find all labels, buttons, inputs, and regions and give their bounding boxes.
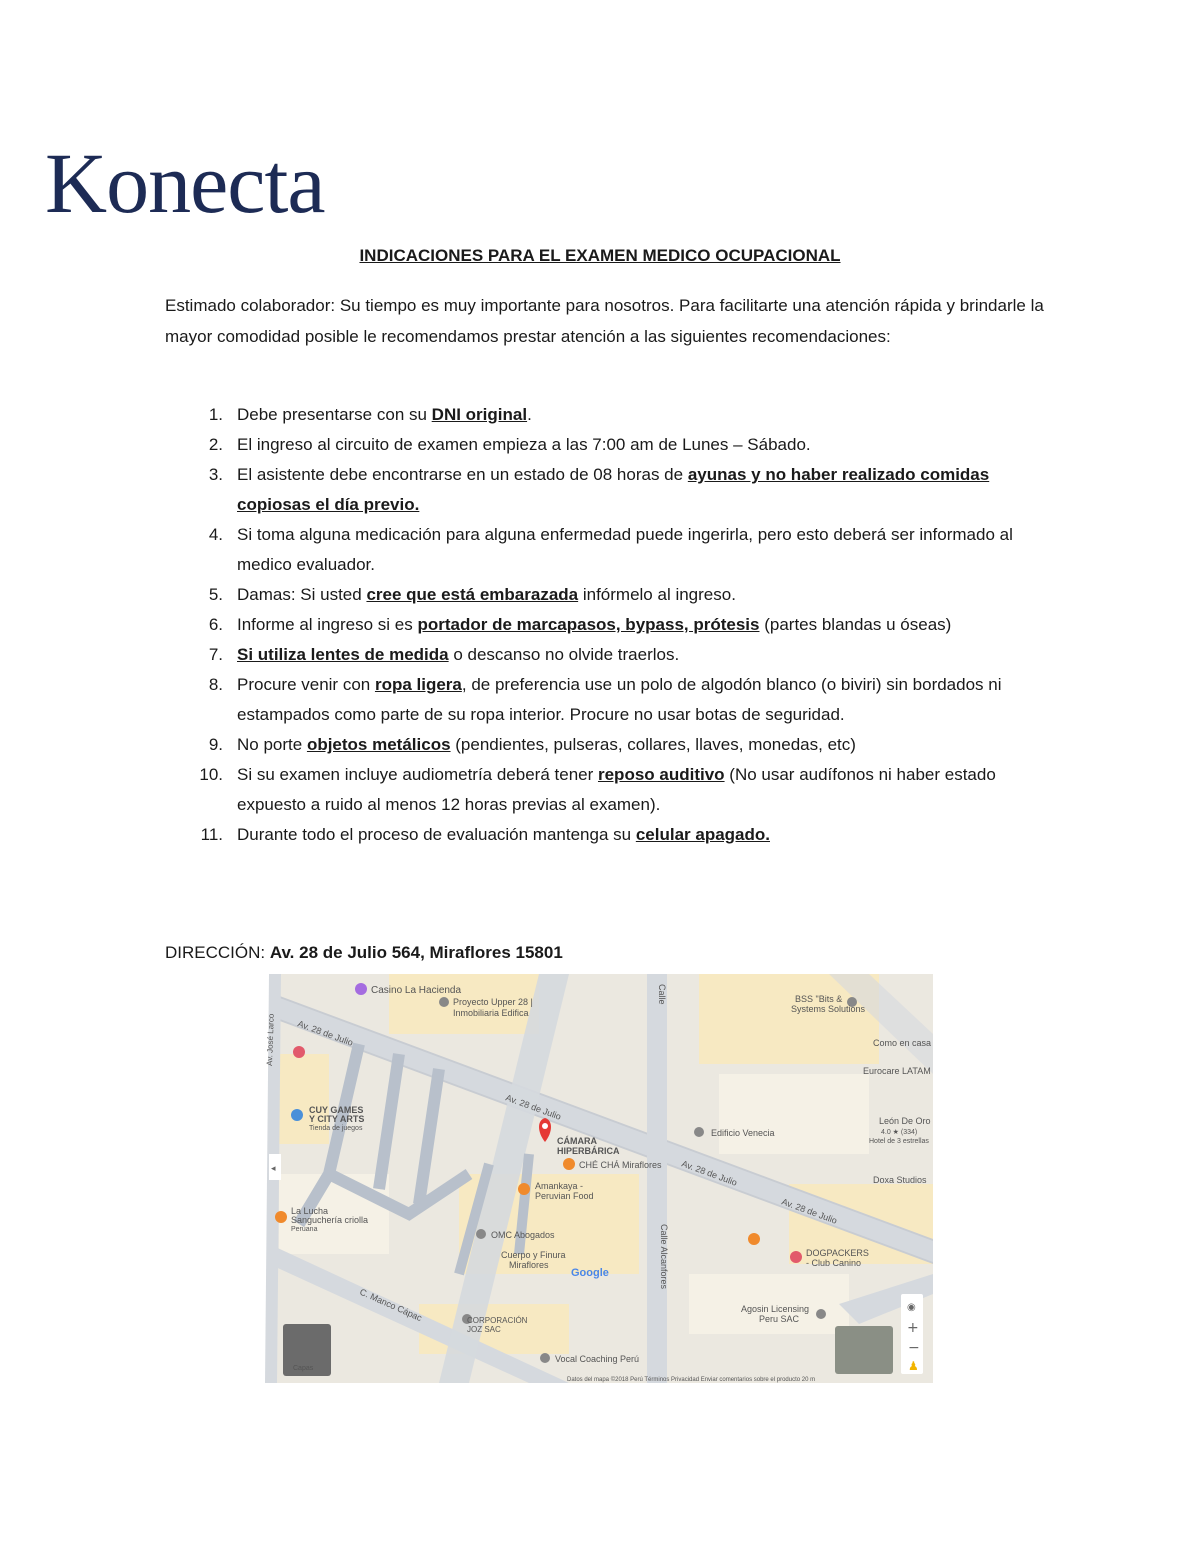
map-label-la-lucha[interactable]: La Lucha [291,1206,329,1216]
recommendation-item [165,640,1035,670]
address-line [165,938,563,968]
map-label-omc[interactable]: OMC Abogados [491,1230,555,1240]
map-label-cuy-type: Tienda de juegos [309,1125,363,1132]
map-label-corporacion-sub: JOZ SAC [467,1325,501,1334]
map-label-dogpackers-sub: - Club Canino [806,1258,862,1268]
collapse-panel-icon[interactable]: ◂ [271,1164,276,1174]
street-label-manco-capac: C. Manco Cápac [358,1286,424,1324]
street-label-4: Av. 28 de Julio [780,1196,839,1226]
item-number: 2. [208,435,223,454]
item-text: Informe al ingreso si es [237,615,418,634]
recommendation-item [165,760,1035,820]
map-label-dogpackers[interactable]: DOGPACKERS [806,1248,869,1258]
map-label-bss[interactable]: BSS "Bits & [795,994,843,1004]
map-footer: Datos del mapa ©2018 Perú Términos Privacidad Enviar comentarios sobre el producto 20 m [567,1377,816,1383]
recommendation-item [165,460,1035,520]
item-number: 6. [208,615,223,634]
google-logo: Google [571,1267,609,1279]
recommendation-item [165,400,1035,430]
map-label-amankaya-sub: Peruvian Food [535,1191,594,1201]
pegman-icon[interactable]: ♟ [908,1359,919,1373]
page-title: INDICACIONES PARA EL EXAMEN MEDICO OCUPACIONAL [359,246,841,265]
recommendation-item [165,820,1035,850]
item-text: Durante todo el proceso de evaluación mantenga su [237,825,636,844]
item-emphasis: reposo auditivo [597,765,725,784]
map-label-cuy-sub: Y CITY ARTS [309,1114,365,1124]
item-text: Damas: Si usted [237,585,367,604]
map-label-como-en-casa[interactable]: Como en casa [873,1038,932,1048]
map-label-doxa[interactable]: Doxa Studios [873,1175,927,1185]
map-label-venecia[interactable]: Edificio Venecia [711,1128,775,1138]
item-text: (pendientes, pulseras, collares, llaves, monedas, etc) [450,735,856,754]
street-label-calle: Calle [657,984,667,1005]
item-emphasis: cree que está embarazada [366,585,579,604]
item-text: , de preferencia use un polo de algodón blanco (o biviri) sin bordados ni estampados como parte de su ropa interior. Procure no usar botas de seguridad. [237,675,1002,724]
item-emphasis: DNI original [431,405,528,424]
map-label-proyecto-sub: Inmobiliaria Edifica [453,1008,529,1018]
item-text: Procure venir con [237,675,375,694]
address-label: DIRECCIÓN: [165,943,270,962]
item-emphasis: Si utiliza lentes de medida [237,645,449,664]
recommendation-item [165,430,1035,460]
map-label-vocal[interactable]: Vocal Coaching Perú [555,1354,640,1364]
layers-button[interactable]: Capas [293,1365,314,1372]
item-number: 4. [208,525,223,544]
zoom-in-icon[interactable]: + [907,1320,919,1336]
map-label-la-lucha-sub: Sanguchería criolla [291,1215,369,1225]
item-emphasis: portador de marcapasos, bypass, prótesis [417,615,760,634]
konecta-logo: Konecta [45,135,325,231]
map-label-cuerpo[interactable]: Cuerpo y Finura [501,1250,566,1260]
item-text: o descanso no olvide traerlos. [448,645,680,664]
map-label-amankaya[interactable]: Amankaya - [535,1181,584,1191]
map-label-camara[interactable]: CÁMARA [557,1136,597,1146]
street-label-3: Av. 28 de Julio [680,1158,739,1188]
map-label-proyecto[interactable]: Proyecto Upper 28 | [453,997,533,1007]
map-label-agosin[interactable]: Agosin Licensing [741,1304,810,1314]
map-label-corporacion[interactable]: CORPORACIÓN [467,1316,528,1325]
item-number: 10. [199,765,223,784]
item-emphasis: objetos metálicos [306,735,451,754]
map-label-eurocare[interactable]: Eurocare LATAM [863,1066,931,1076]
map-label-leon-type: Hotel de 3 estrellas [869,1138,929,1145]
item-text: (partes blandas u óseas) [759,615,952,634]
item-text: El asistente debe encontrarse en un estado de 08 horas de [237,465,688,484]
item-number: 9. [208,735,223,754]
map-label-bss-sub: Systems Solutions [791,1004,866,1014]
map-label-cuerpo-sub: Miraflores [509,1260,549,1270]
item-emphasis: ayunas y no haber realizado comidas copiosas el día previo. [237,465,990,514]
map-label-chechá[interactable]: CHÉ CHÁ Miraflores [579,1160,662,1170]
address-value: Av. 28 de Julio 564, Miraflores 15801 [269,943,563,962]
map-label-camara-sub: HIPERBÁRICA [557,1146,620,1156]
map-label-leon[interactable]: León De Oro [879,1116,931,1126]
recommendation-item [165,670,1035,730]
street-label-jose-larco: Av. José Larco [265,1013,276,1067]
map-label-casino[interactable]: Casino La Hacienda [371,985,462,996]
item-number: 8. [208,675,223,694]
item-text: No porte [237,735,307,754]
item-text: Si toma alguna medicación para alguna enfermedad puede ingerirla, pero esto deberá ser informado al medico evaluador. [237,525,1013,574]
map-label-la-lucha-type: Peruana [291,1226,318,1233]
item-text: infórmelo al ingreso. [578,585,736,604]
item-text: (No usar audífonos ni haber estado expuesto a ruido al menos 12 horas previas al examen). [237,765,996,814]
recommendations-list [165,400,1035,850]
street-label-alcanfores: Calle Alcanfores [659,1224,669,1290]
item-number: 3. [208,465,223,484]
location-map[interactable] [265,974,933,1383]
map-label-agosin-sub: Peru SAC [759,1314,800,1324]
street-label-1: Av. 28 de Julio [296,1018,355,1048]
recommendation-item [165,520,1035,580]
item-number: 1. [208,405,223,424]
recommendation-item [165,610,1035,640]
map-label-leon-rating: 4.0 ★ (334) [881,1129,918,1136]
recommendation-item [165,580,1035,610]
locate-icon[interactable]: ◉ [907,1302,916,1313]
item-text: El ingreso al circuito de examen empieza a las 7:00 am de Lunes – Sábado. [237,435,811,454]
street-label-2: Av. 28 de Julio [504,1092,563,1122]
item-emphasis: ropa ligera [374,675,462,694]
item-emphasis: celular apagado. [635,825,770,844]
recommendation-item [165,730,1035,760]
item-number: 11. [200,825,223,844]
map-labels [265,974,933,1383]
item-text: . [527,405,532,424]
zoom-out-icon[interactable]: − [908,1340,920,1356]
item-text: Si su examen incluye audiometría deberá tener [237,765,598,784]
map-label-cuy[interactable]: CUY GAMES [309,1105,364,1115]
intro-paragraph: Estimado colaborador: Su tiempo es muy importante para nosotros. Para facilitarte una atención rápida y brindarle la mayor comodidad posible le recomendamos prestar atención a las siguientes recomendaciones: [165,296,1044,346]
item-number: 5. [208,585,223,604]
item-text: Debe presentarse con su [237,405,432,424]
item-number: 7. [208,645,223,664]
